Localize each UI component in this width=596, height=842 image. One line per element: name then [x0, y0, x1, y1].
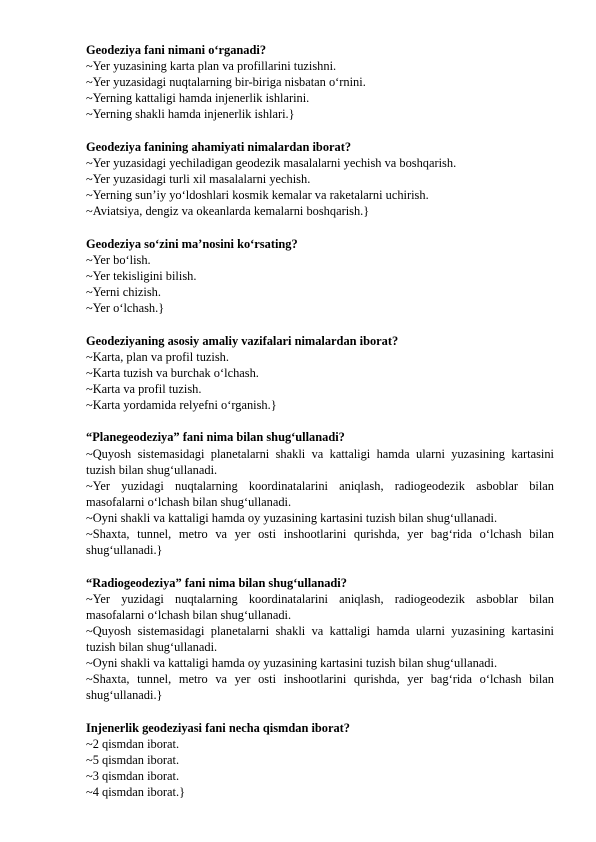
answer-option: ~Yer yuzidagi nuqtalarning koordinatalarini aniqlash, radiogeodezik asboblar bilan masofalarni o‘lchash bilan shug‘ullanadi. — [86, 591, 554, 622]
question-block — [86, 720, 554, 800]
answer-option: ~Shaxta, tunnel, metro va yer osti inshootlarini qurishda, yer bag‘rida o‘lchash bilan shug‘ullanadi.} — [86, 527, 554, 558]
document-body — [86, 42, 554, 817]
answer-option: ~Yerning sun’iy yo‘ldoshlari kosmik kemalar va raketalarni uchirish. — [86, 188, 429, 203]
answer-option: ~Aviatsiya, dengiz va okeanlarda kemalarni boshqarish.} — [86, 204, 370, 219]
question-block — [86, 139, 554, 219]
question-block — [86, 42, 554, 122]
answer-option: ~Quyosh sistemasidagi planetalarni shakli va kattaligi hamda ularni yuzasining kartasini tuzish bilan shug‘ullanadi. — [86, 623, 554, 654]
answer-option: ~Yer yuzidagi nuqtalarning koordinatalarini aniqlash, radiogeodezik asboblar bilan masofalarni o‘lchash bilan shug‘ullanadi. — [86, 478, 554, 509]
answer-option: ~Yerning shakli hamda injenerlik ishlari.} — [86, 107, 295, 122]
answer-option: ~Quyosh sistemasidagi planetalarni shakli va kattaligi hamda ularni yuzasining kartasini tuzish bilan shug‘ullanadi. — [86, 446, 554, 477]
answer-option: ~Yer tekisligini bilish. — [86, 268, 197, 283]
question-block — [86, 575, 554, 704]
answer-option: ~Karta va profil tuzish. — [86, 381, 202, 396]
answer-option: ~3 qismdan iborat. — [86, 769, 180, 783]
question-title: “Planegeodeziya” fani nima bilan shug‘ullanadi? — [86, 430, 345, 445]
answer-option: ~5 qismdan iborat. — [86, 752, 180, 767]
answer-option: ~Yer yuzasidagi turli xil masalalarni yechish. — [86, 172, 311, 187]
answer-option: ~4 qismdan iborat.} — [86, 785, 186, 800]
answer-option: ~Yer yuzasining karta plan va profillarini tuzishni. — [86, 59, 337, 74]
answer-option: ~2 qismdan iborat. — [86, 736, 180, 751]
answer-option: ~Karta tuzish va burchak o‘lchash. — [86, 365, 259, 380]
answer-option: ~Oyni shakli va kattaligi hamda oy yuzasining kartasini tuzish bilan shug‘ullanadi. — [86, 656, 498, 671]
answer-option: ~Yer bo‘lish. — [86, 252, 151, 267]
question-block — [86, 236, 554, 316]
answer-option: ~Yerning kattaligi hamda injenerlik ishlarini. — [86, 91, 310, 106]
question-title: Injenerlik geodeziyasi fani necha qismdan iborat? — [86, 720, 351, 735]
answer-option: ~Karta yordamida relyefni o‘rganish.} — [86, 397, 277, 412]
answer-option: ~Yer yuzasidagi yechiladigan geodezik masalalarni yechish va boshqarish. — [86, 155, 457, 170]
answer-option: ~Shaxta, tunnel, metro va yer osti inshootlarini qurishda, yer bag‘rida o‘lchash bilan shug‘ullanadi.} — [86, 672, 554, 703]
question-title: “Radiogeodeziya” fani nima bilan shug‘ullanadi? — [86, 575, 347, 590]
answer-option: ~Yer o‘lchash.} — [86, 301, 165, 316]
answer-option: ~Oyni shakli va kattaligi hamda oy yuzasining kartasini tuzish bilan shug‘ullanadi. — [86, 510, 498, 525]
question-title: Geodeziya fani nimani o‘rganadi? — [86, 43, 267, 57]
answer-option: ~Yerni chizish. — [86, 285, 161, 299]
answer-option: ~Yer yuzasidagi nuqtalarning bir-biriga nisbatan o‘rnini. — [86, 75, 366, 90]
question-title: Geodeziya fanining ahamiyati nimalardan iborat? — [86, 139, 352, 154]
question-block — [86, 333, 554, 413]
answer-option: ~Karta, plan va profil tuzish. — [86, 349, 229, 364]
question-block — [86, 429, 554, 558]
question-title: Geodeziyaning asosiy amaliy vazifalari nimalardan iborat? — [86, 333, 399, 348]
question-title: Geodeziya so‘zini ma’nosini ko‘rsating? — [86, 236, 298, 251]
